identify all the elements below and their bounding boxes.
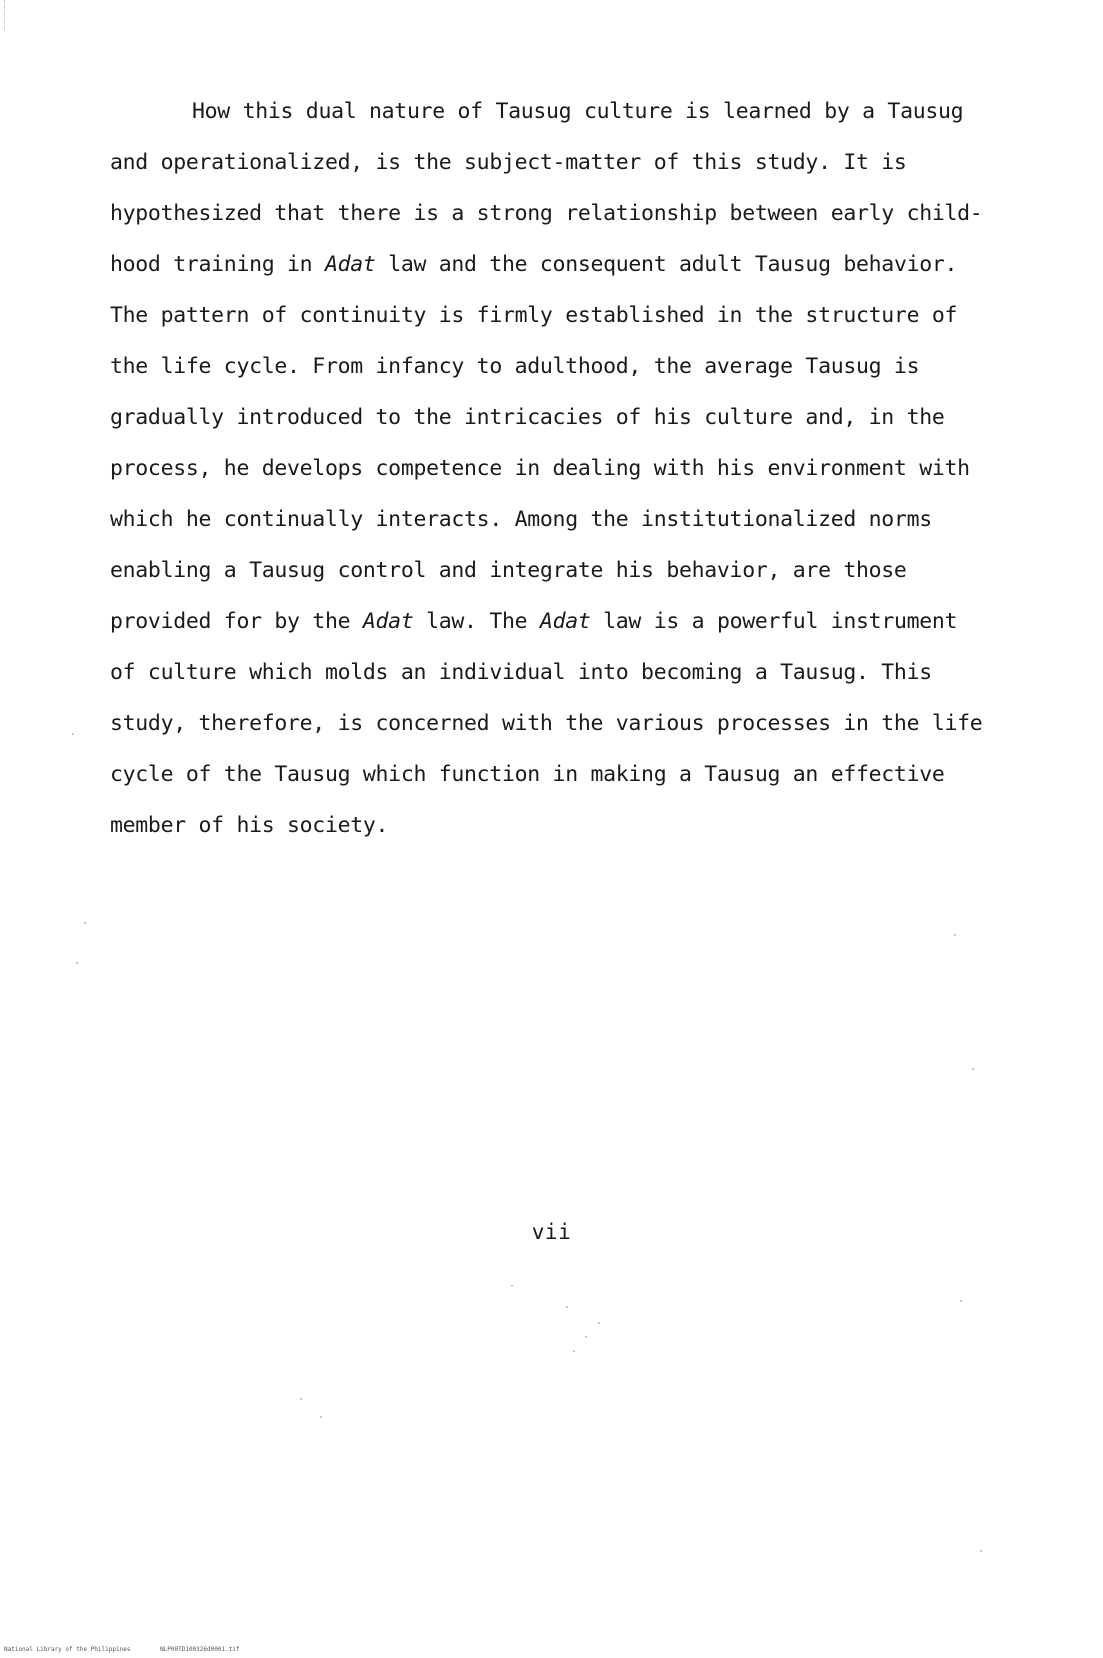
text-line-15 [110,800,970,851]
text-line-3 [110,188,983,239]
scan-speck [300,1398,302,1400]
text-line-14 [110,749,970,800]
scan-speck [980,1550,982,1552]
adat-term: Adat [362,609,414,634]
scan-speck [320,1416,322,1418]
text-span: cycle of the Tausug which function in making a Tausug an effective [110,762,945,787]
page-number: vii [531,1220,572,1244]
text-span: and operationalized, is the subject-matter of this study. It is [110,150,907,175]
text-span: of culture which molds an individual into becoming a Tausug. This [110,660,932,685]
text-line-7 [110,392,970,443]
text-span: How this dual nature of Tausug culture is learned by a Tausug [192,99,964,124]
text-span: hypothesized that there is a strong relationship between early child- [110,201,983,226]
text-line-10 [110,545,970,596]
text-span: the life cycle. From infancy to adulthood, the average Tausug is [110,354,920,379]
text-span: member of his society. [110,813,389,838]
text-line-9 [110,494,970,545]
text-line-8 [110,443,970,494]
scan-speck [972,1068,974,1070]
footer-library: National Library of the Philippines [4,1646,131,1653]
text-span: law is a powerful instrument [590,609,958,634]
scan-speck [960,1300,962,1302]
scan-speck [598,1322,600,1324]
text-span: study, therefore, is concerned with the various processes in the life [110,711,983,736]
text-line-4 [110,239,970,290]
scan-speck [84,922,86,924]
text-line-13 [110,698,983,749]
body-paragraph [110,86,983,851]
text-line-12 [110,647,970,698]
text-span: law. The [413,609,540,634]
text-span: provided for by the [110,609,363,634]
scan-edge-marks [4,0,13,30]
text-span: process, he develops competence in dealing with his environment with [110,456,970,481]
text-span: enabling a Tausug control and integrate his behavior, are those [110,558,907,583]
scan-speck [585,1336,587,1338]
text-span: gradually introduced to the intricacies of his culture and, in the [110,405,945,430]
scan-speck [566,1306,568,1308]
text-span: law and the consequent adult Tausug behavior. [375,252,958,277]
scan-footer [4,1646,266,1653]
text-line-1 [110,86,970,137]
scan-speck [573,1350,575,1352]
scan-speck [76,962,78,964]
scan-speck [511,1285,513,1287]
text-span: The pattern of continuity is firmly established in the structure of [110,303,958,328]
scan-speck [954,934,956,936]
text-line-5 [110,290,970,341]
adat-term: Adat [539,609,591,634]
text-span: which he continually interacts. Among the institutionalized norms [110,507,932,532]
scan-speck [72,733,74,735]
footer-file-id: NLP00TD100326d0001.tif [160,1646,240,1653]
adat-term: Adat [324,252,376,277]
text-line-6 [110,341,970,392]
text-line-2 [110,137,970,188]
text-span: hood training in [110,252,325,277]
text-line-11 [110,596,970,647]
